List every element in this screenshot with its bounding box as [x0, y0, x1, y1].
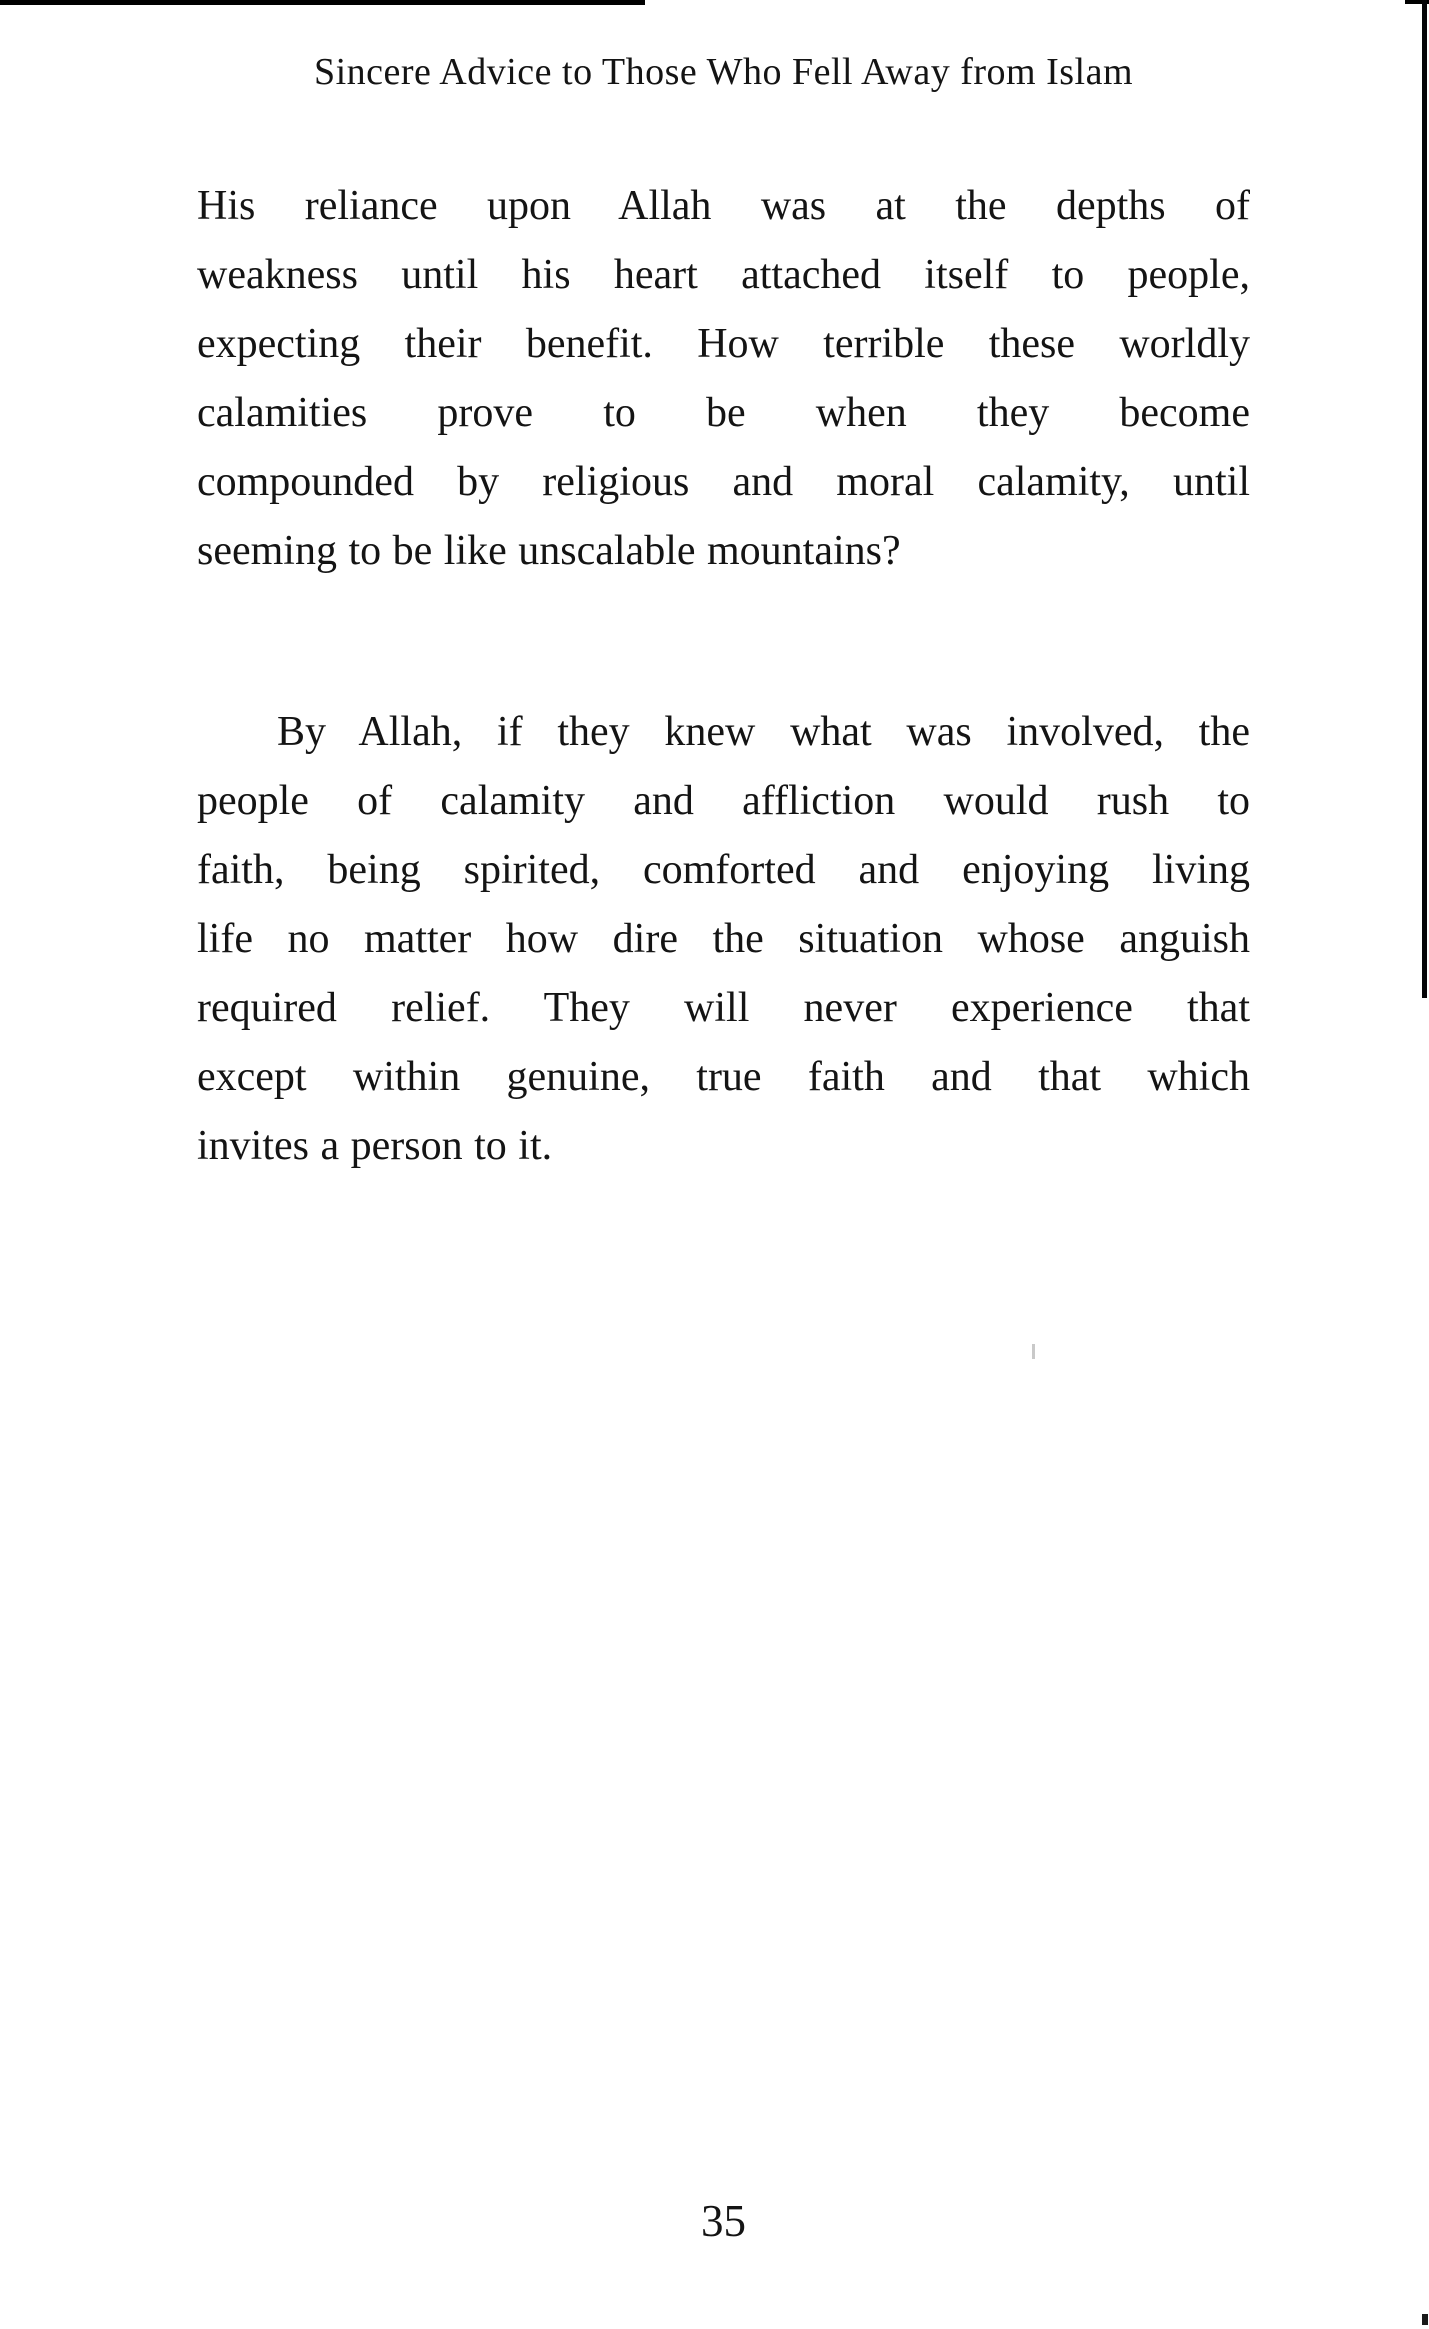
text-line: His reliance upon Allah was at the depths of — [197, 183, 1250, 229]
text-line: required relief. They will never experience that — [197, 985, 1250, 1031]
scan-artifact-bottom-right-tick — [1422, 2314, 1428, 2325]
text-line: people of calamity and affliction would rush to — [197, 778, 1250, 824]
page-number: 35 — [701, 2196, 746, 2246]
scan-artifact-top-bar — [0, 0, 645, 5]
running-header: Sincere Advice to Those Who Fell Away from Islam — [313, 51, 1134, 93]
text-line: faith, being spirited, comforted and enjoying living — [197, 847, 1250, 893]
text-block — [197, 172, 1250, 1181]
scan-artifact-right-rule — [1422, 0, 1427, 998]
text-line: By Allah, if they knew what was involved, the — [277, 709, 1250, 755]
text-line: weakness until his heart attached itself to people, — [197, 252, 1250, 298]
text-line: calamities prove to be when they become — [197, 390, 1250, 436]
text-line: except within genuine, true faith and that which — [197, 1054, 1250, 1100]
text-line: compounded by religious and moral calamity, until — [197, 459, 1250, 505]
scan-artifact-faint-dash — [1032, 1344, 1035, 1359]
text-line: seeming to be like unscalable mountains? — [197, 528, 901, 574]
paragraph — [197, 698, 1250, 1181]
text-line: life no matter how dire the situation whose anguish — [197, 916, 1250, 962]
text-line: invites a person to it. — [197, 1123, 553, 1169]
text-line: expecting their benefit. How terrible these worldly — [197, 321, 1250, 367]
paragraph — [197, 172, 1250, 586]
